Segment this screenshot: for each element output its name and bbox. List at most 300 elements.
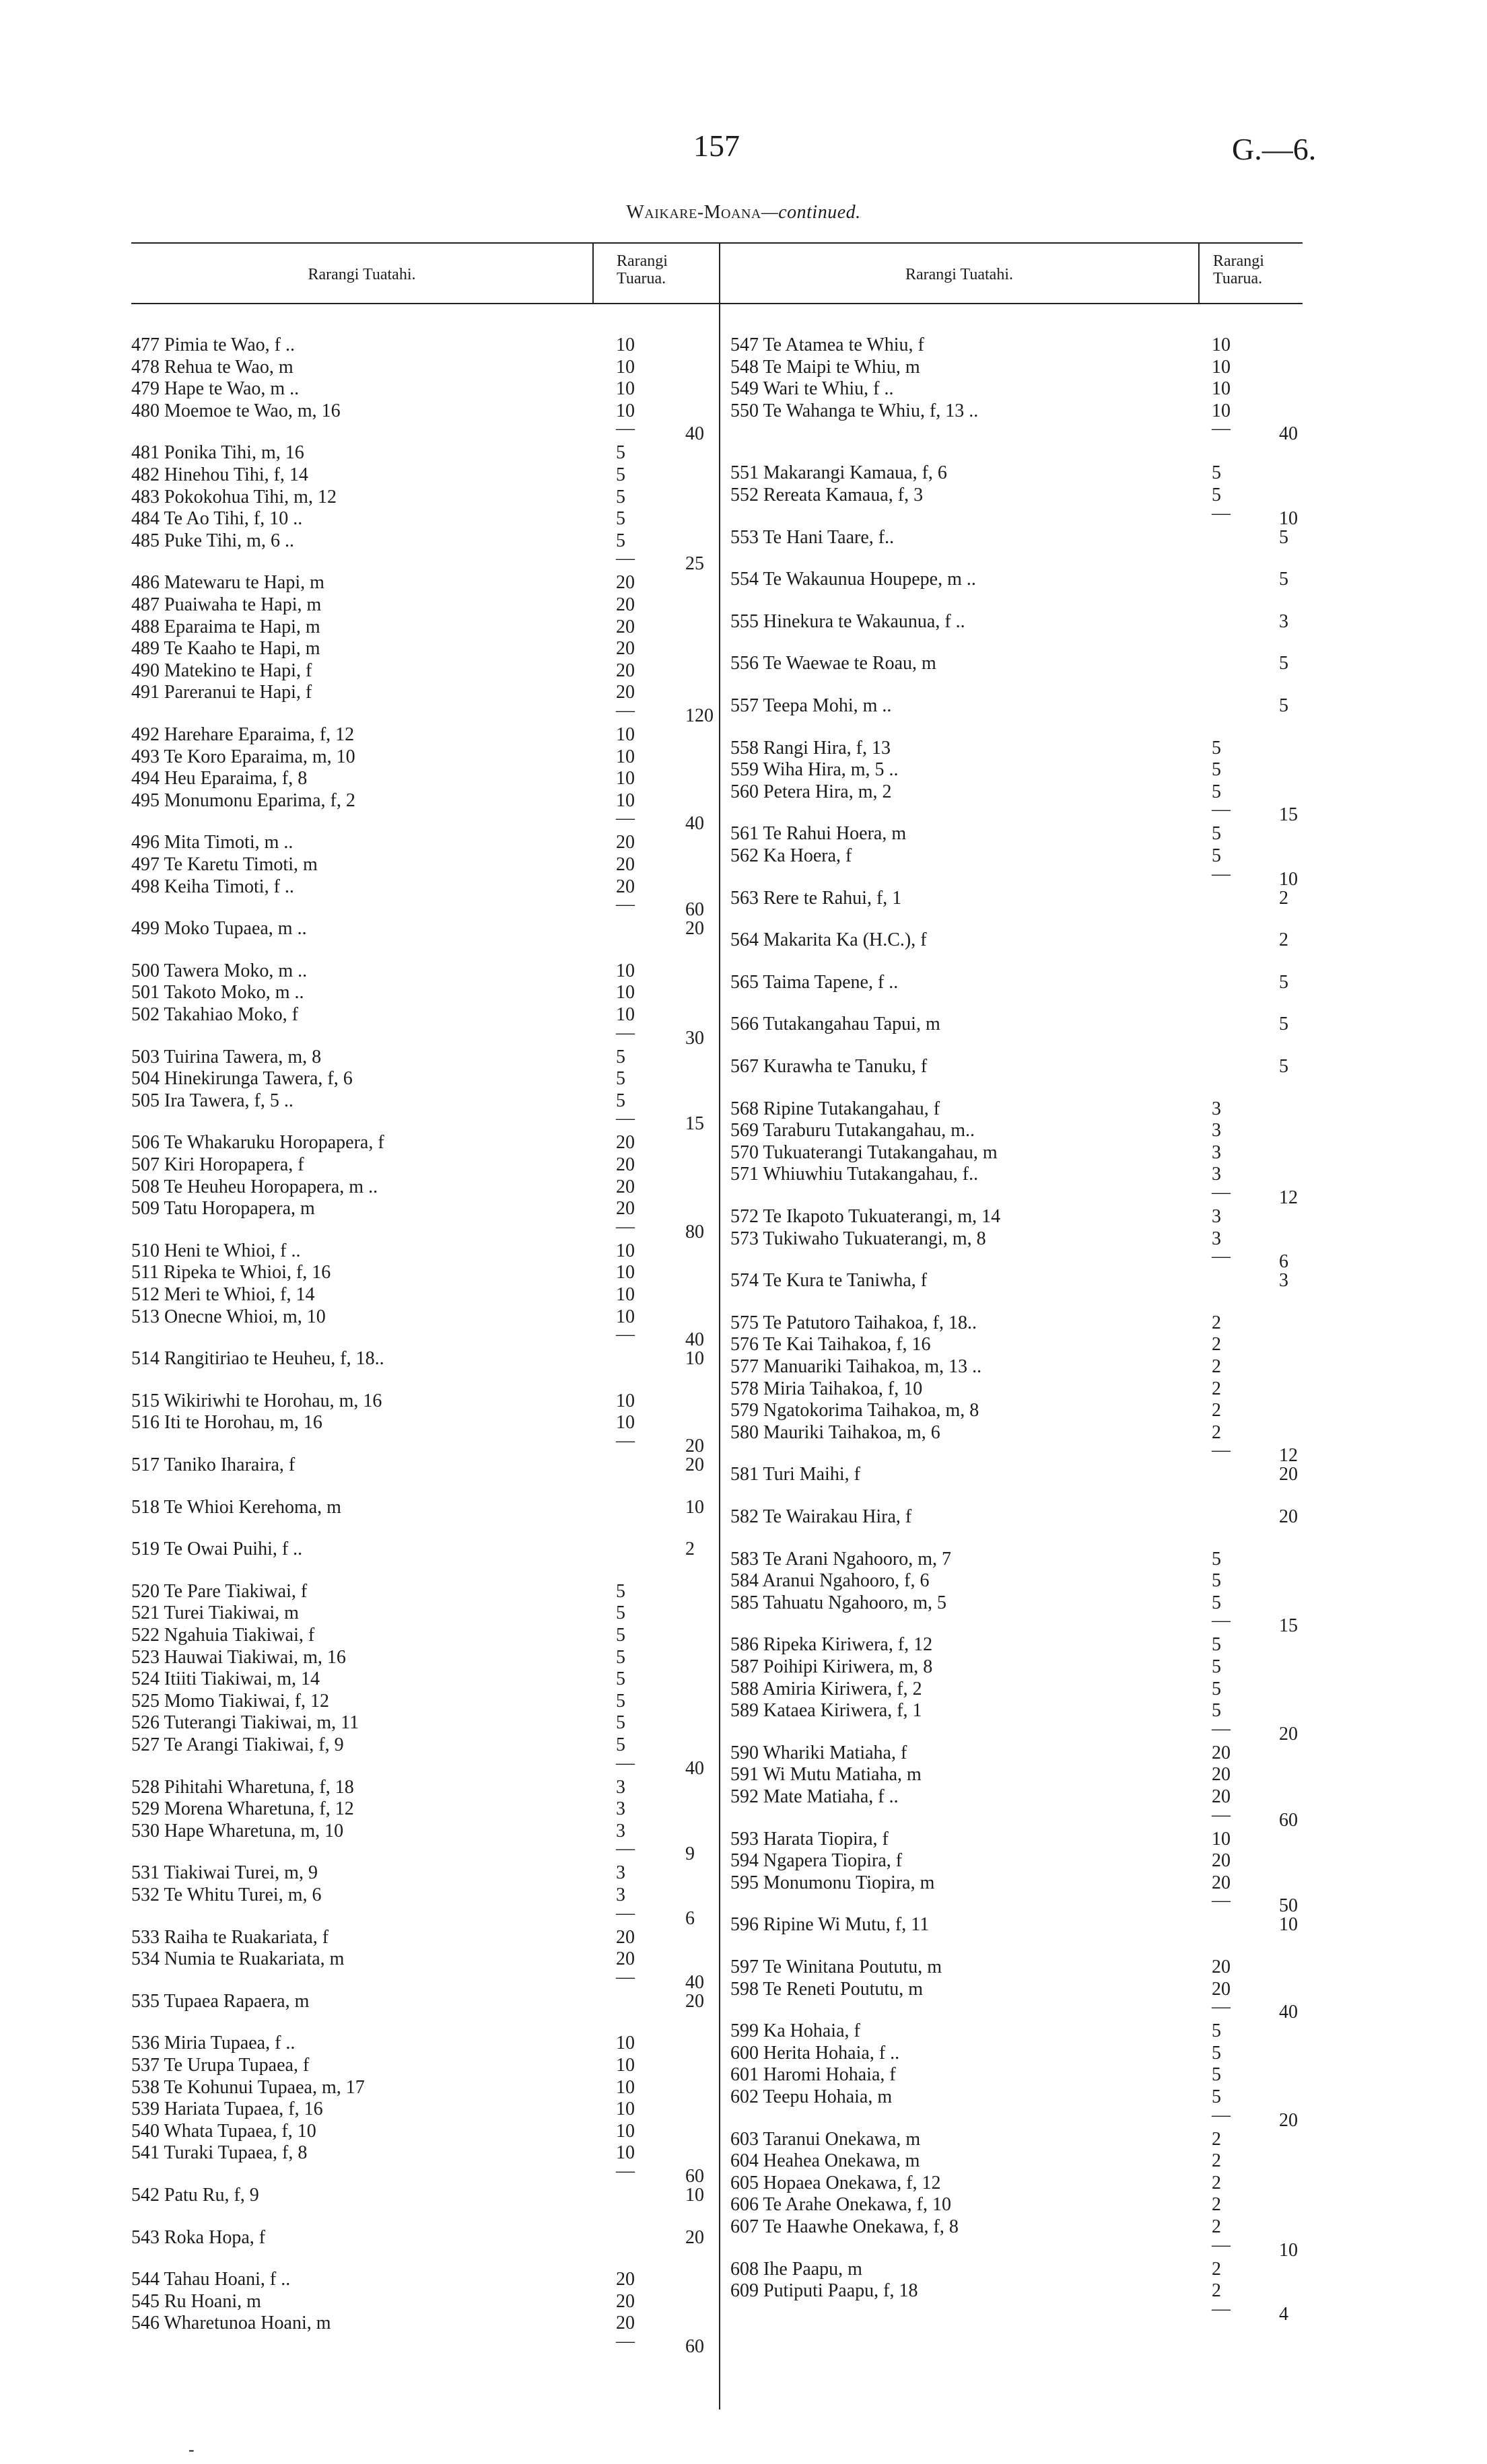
share-value: 20 bbox=[1212, 1742, 1231, 1763]
subtotal-value: 120 bbox=[685, 705, 714, 726]
subtotal-value: 40 bbox=[685, 423, 704, 445]
total-value: 3 bbox=[1279, 610, 1288, 632]
subtotal-dash: — bbox=[616, 808, 635, 829]
total-value: 5 bbox=[1279, 569, 1288, 590]
share-value: 5 bbox=[1212, 2042, 1221, 2064]
person-entry: 534 Numia te Ruakariata, m bbox=[131, 1948, 345, 1970]
table-top-rule bbox=[131, 242, 1303, 244]
person-entry: 487 Puaiwaha te Hapi, m bbox=[131, 594, 322, 615]
subtotal-value: 40 bbox=[685, 1329, 704, 1351]
total-value: 5 bbox=[1279, 971, 1288, 993]
person-entry: 492 Harehare Eparaima, f, 12 bbox=[131, 724, 355, 745]
subtotal-value: 50 bbox=[1279, 1895, 1298, 1917]
subtotal-dash: — bbox=[1212, 1996, 1231, 2018]
section-title-suffix: —continued. bbox=[761, 202, 861, 223]
list-item bbox=[131, 1068, 724, 1090]
list-item bbox=[131, 1497, 724, 1518]
share-value: 2 bbox=[1212, 1421, 1221, 1443]
list-item bbox=[131, 2142, 724, 2164]
list-item bbox=[131, 335, 724, 356]
person-entry: 532 Te Whitu Turei, m, 6 bbox=[131, 1885, 322, 1905]
page-number: 157 bbox=[693, 129, 740, 163]
share-value: 3 bbox=[1212, 1228, 1221, 1249]
subtotal-value: 20 bbox=[685, 1436, 704, 1456]
subtotal-dash: — bbox=[616, 1752, 635, 1773]
list-item bbox=[131, 2077, 724, 2099]
share-value: 2 bbox=[1212, 1400, 1221, 1421]
share-value: 3 bbox=[1212, 1206, 1221, 1227]
share-value: 2 bbox=[1212, 1334, 1221, 1356]
subtotal-value: 40 bbox=[685, 1971, 704, 1993]
share-value: 10 bbox=[616, 356, 635, 378]
subtotal-value: 25 bbox=[685, 553, 704, 575]
person-entry: 482 Hinehou Tihi, f, 14 bbox=[131, 464, 308, 485]
subtotal-value: 40 bbox=[685, 813, 704, 835]
subtotal-value: 4 bbox=[1279, 2303, 1288, 2325]
total-value: 20 bbox=[1279, 1506, 1298, 1527]
list-item bbox=[131, 1090, 724, 1112]
share-value: 5 bbox=[616, 1068, 625, 1090]
person-entry: 542 Patu Ru, f, 9 bbox=[131, 2185, 259, 2206]
person-entry: 600 Herita Hohaia, f .. bbox=[730, 2042, 900, 2064]
subtotal-dash: — bbox=[616, 1216, 635, 1237]
list-item bbox=[730, 2043, 1309, 2064]
section-title bbox=[0, 202, 1487, 223]
list-item bbox=[131, 1284, 724, 1306]
person-entry: 580 Mauriki Taihakoa, m, 6 bbox=[730, 1421, 940, 1443]
left-value-header: Rarangi Tuarua. bbox=[617, 252, 668, 287]
list-item bbox=[730, 1334, 1309, 1356]
person-entry: 598 Te Reneti Poututu, m bbox=[730, 1978, 924, 2000]
person-entry: 574 Te Kura te Taniwha, f bbox=[730, 1270, 928, 1292]
person-entry: 579 Ngatokorima Taihakoa, m, 8 bbox=[730, 1400, 979, 1421]
share-value: 20 bbox=[616, 660, 635, 681]
share-value: 5 bbox=[1212, 1592, 1221, 1613]
subtotal-dash: — bbox=[616, 894, 635, 915]
share-value: 20 bbox=[616, 1176, 635, 1197]
share-value: 5 bbox=[616, 464, 625, 485]
share-value: 2 bbox=[1212, 2194, 1221, 2216]
list-item bbox=[131, 2121, 724, 2142]
person-entry: 547 Te Atamea te Whiu, f bbox=[730, 335, 924, 355]
share-value: 5 bbox=[1212, 2064, 1221, 2086]
person-entry: 568 Ripine Tutakangahau, f bbox=[730, 1098, 940, 1119]
person-entry: 521 Turei Tiakiwai, m bbox=[131, 1603, 299, 1624]
share-value: 2 bbox=[1212, 2128, 1221, 2150]
share-value: 20 bbox=[616, 832, 635, 853]
person-entry: 575 Te Patutoro Taihakoa, f, 18.. bbox=[730, 1312, 977, 1333]
share-value: 10 bbox=[616, 1284, 635, 1305]
share-value: 20 bbox=[1212, 1978, 1231, 2000]
person-entry: 604 Heahea Onekawa, m bbox=[730, 2150, 920, 2172]
share-value: 5 bbox=[616, 1734, 625, 1755]
person-entry: 507 Kiri Horopapera, f bbox=[131, 1154, 304, 1175]
total-value: 10 bbox=[1279, 1914, 1298, 1936]
list-item bbox=[730, 888, 1309, 909]
share-value: 10 bbox=[616, 1412, 635, 1434]
share-value: 20 bbox=[616, 2313, 635, 2334]
list-item bbox=[730, 2064, 1309, 2086]
total-value: 5 bbox=[1279, 526, 1288, 548]
person-entry: 519 Te Owai Puihi, f .. bbox=[131, 1539, 303, 1560]
subtotal-value: 15 bbox=[685, 1113, 704, 1135]
person-entry: 587 Poihipi Kiriwera, m, 8 bbox=[730, 1656, 933, 1677]
person-entry: 529 Morena Wharetuna, f, 12 bbox=[131, 1798, 354, 1820]
list-item bbox=[730, 1120, 1309, 1141]
person-entry: 550 Te Wahanga te Whiu, f, 13 .. bbox=[730, 400, 979, 421]
list-item bbox=[730, 2194, 1309, 2216]
share-value: 5 bbox=[1212, 2020, 1221, 2042]
person-entry: 527 Te Arangi Tiakiwai, f, 9 bbox=[131, 1734, 344, 1755]
person-entry: 502 Takahiao Moko, f bbox=[131, 1004, 298, 1025]
list-item bbox=[730, 1914, 1309, 1936]
list-item bbox=[131, 768, 724, 789]
share-value: 3 bbox=[1212, 1120, 1221, 1141]
person-entry: 567 Kurawha te Tanuku, f bbox=[730, 1056, 928, 1077]
share-value: 10 bbox=[1212, 356, 1231, 378]
share-value: 10 bbox=[616, 789, 635, 811]
person-entry: 560 Petera Hira, m, 2 bbox=[730, 781, 892, 802]
list-item bbox=[730, 378, 1309, 400]
total-value: 2 bbox=[1279, 929, 1288, 951]
person-entry: 531 Tiakiwai Turei, m, 9 bbox=[131, 1862, 318, 1884]
share-value: 10 bbox=[616, 400, 635, 421]
list-item bbox=[730, 1014, 1309, 1035]
list-item bbox=[131, 918, 724, 940]
share-value: 10 bbox=[616, 768, 635, 789]
list-item bbox=[131, 487, 724, 508]
right-name-header: Rarangi Tuatahi. bbox=[905, 266, 1013, 283]
share-value: 2 bbox=[1212, 1378, 1221, 1399]
list-item bbox=[131, 2055, 724, 2076]
list-item bbox=[730, 653, 1309, 674]
list-item bbox=[730, 1378, 1309, 1400]
person-entry: 539 Hariata Tupaea, f, 16 bbox=[131, 2099, 323, 2120]
list-item bbox=[131, 2291, 724, 2313]
person-entry: 594 Ngapera Tiopira, f bbox=[730, 1850, 903, 1872]
share-value: 20 bbox=[616, 876, 635, 897]
list-item bbox=[131, 2227, 724, 2249]
share-value: 20 bbox=[616, 1198, 635, 1220]
total-value: 10 bbox=[685, 1496, 704, 1518]
total-value: 20 bbox=[685, 1990, 704, 2012]
share-value: 10 bbox=[1212, 1828, 1231, 1850]
share-value: 2 bbox=[1212, 2258, 1221, 2280]
list-item bbox=[131, 1004, 724, 1026]
subtotal-value: 15 bbox=[1279, 804, 1298, 826]
person-entry: 572 Te Ikapoto Tukuaterangi, m, 14 bbox=[730, 1206, 1001, 1227]
subtotal-dash: — bbox=[616, 1430, 635, 1451]
share-value: 2 bbox=[1212, 2216, 1221, 2237]
share-value: 10 bbox=[616, 2033, 635, 2054]
share-value: 5 bbox=[616, 1580, 625, 1602]
subtotal-dash: — bbox=[1212, 1246, 1231, 1267]
list-item bbox=[730, 738, 1309, 759]
list-item bbox=[131, 1647, 724, 1668]
person-entry: 511 Ripeka te Whioi, f, 16 bbox=[131, 1262, 331, 1283]
share-value: 5 bbox=[1212, 759, 1221, 781]
subtotal-value: 20 bbox=[1279, 2109, 1298, 2131]
share-value: 20 bbox=[616, 1132, 635, 1154]
list-item bbox=[131, 1581, 724, 1603]
person-entry: 562 Ka Hoera, f bbox=[730, 845, 852, 866]
share-value: 10 bbox=[616, 2120, 635, 2142]
share-value: 3 bbox=[1212, 1098, 1221, 1119]
person-entry: 512 Meri te Whioi, f, 14 bbox=[131, 1284, 315, 1305]
subtotal-dash: — bbox=[616, 418, 635, 439]
total-value: 10 bbox=[685, 1348, 704, 1370]
list-item bbox=[131, 530, 724, 552]
list-item bbox=[730, 1656, 1309, 1678]
share-value: 10 bbox=[616, 1390, 635, 1411]
list-item bbox=[131, 1991, 724, 2012]
share-value: 5 bbox=[616, 1603, 625, 1624]
person-entry: 595 Monumonu Tiopira, m bbox=[730, 1872, 935, 1893]
subtotal-dash: — bbox=[1212, 1718, 1231, 1739]
list-item bbox=[131, 1691, 724, 1712]
person-entry: 606 Te Arahe Onekawa, f, 10 bbox=[730, 2194, 951, 2216]
subtotal-dash: — bbox=[1212, 1182, 1231, 1203]
share-value: 5 bbox=[1212, 737, 1221, 759]
share-value: 3 bbox=[1212, 1141, 1221, 1163]
list-item bbox=[131, 960, 724, 982]
list-item bbox=[730, 1679, 1309, 1700]
person-entry: 497 Te Karetu Timoti, m bbox=[131, 854, 318, 875]
share-value: 20 bbox=[1212, 1850, 1231, 1872]
list-item bbox=[131, 660, 724, 682]
person-entry: 601 Haromi Hohaia, f bbox=[730, 2064, 896, 2086]
person-entry: 523 Hauwai Tiakiwai, m, 16 bbox=[131, 1646, 346, 1668]
list-item bbox=[131, 1798, 724, 1820]
list-item bbox=[131, 854, 724, 876]
total-value: 20 bbox=[685, 1454, 704, 1475]
person-entry: 540 Whata Tupaea, f, 10 bbox=[131, 2120, 316, 2142]
person-entry: 573 Tukiwaho Tukuaterangi, m, 8 bbox=[730, 1228, 986, 1249]
list-item bbox=[131, 1862, 724, 1884]
list-item bbox=[131, 1948, 724, 1970]
list-item bbox=[730, 1957, 1309, 1978]
person-entry: 578 Miria Taihakoa, f, 10 bbox=[730, 1378, 923, 1399]
list-item bbox=[730, 972, 1309, 993]
person-entry: 582 Te Wairakau Hira, f bbox=[730, 1506, 912, 1527]
person-entry: 596 Ripine Wi Mutu, f, 11 bbox=[730, 1914, 930, 1936]
subtotal-value: 12 bbox=[1279, 1445, 1298, 1467]
person-entry: 583 Te Arani Ngahooro, m, 7 bbox=[730, 1548, 952, 1570]
total-value: 5 bbox=[1279, 1014, 1288, 1035]
subtotal-value: 10 bbox=[1279, 507, 1298, 529]
share-value: 20 bbox=[616, 682, 635, 703]
person-entry: 599 Ka Hohaia, f bbox=[730, 2020, 860, 2042]
person-entry: 585 Tahuatu Ngahooro, m, 5 bbox=[730, 1592, 947, 1613]
share-value: 3 bbox=[616, 1862, 625, 1884]
section-title-text: Waikare-Moana bbox=[626, 202, 761, 223]
list-item bbox=[730, 1764, 1309, 1786]
list-item bbox=[730, 2020, 1309, 2042]
left-name-header: Rarangi Tuatahi. bbox=[308, 266, 416, 283]
person-entry: 499 Moko Tupaea, m .. bbox=[131, 918, 307, 940]
share-value: 20 bbox=[1212, 1786, 1231, 1807]
subtotal-dash: — bbox=[616, 1022, 635, 1043]
list-item bbox=[131, 1154, 724, 1176]
person-entry: 518 Te Whioi Kerehoma, m bbox=[131, 1496, 341, 1518]
person-entry: 558 Rangi Hira, f, 13 bbox=[730, 737, 891, 759]
person-entry: 495 Monumonu Eparima, f, 2 bbox=[131, 789, 355, 811]
share-value: 3 bbox=[616, 1798, 625, 1820]
list-item bbox=[131, 2185, 724, 2206]
share-value: 5 bbox=[1212, 823, 1221, 845]
subtotal-value: 40 bbox=[685, 1757, 704, 1779]
person-entry: 546 Wharetunoa Hoani, m bbox=[131, 2313, 331, 2334]
share-value: 5 bbox=[616, 1690, 625, 1712]
list-item bbox=[730, 2259, 1309, 2280]
subtotal-value: 60 bbox=[685, 2336, 704, 2357]
share-value: 5 bbox=[1212, 1656, 1221, 1677]
subtotal-dash: — bbox=[616, 1902, 635, 1924]
list-item bbox=[730, 1743, 1309, 1764]
person-entry: 543 Roka Hopa, f bbox=[131, 2226, 266, 2248]
share-value: 10 bbox=[616, 335, 635, 355]
share-value: 2 bbox=[1212, 2150, 1221, 2172]
share-value: 5 bbox=[1212, 781, 1221, 802]
person-entry: 493 Te Koro Eparaima, m, 10 bbox=[131, 746, 355, 767]
list-item bbox=[730, 823, 1309, 845]
total-value: 2 bbox=[1279, 887, 1288, 909]
person-entry: 581 Turi Maihi, f bbox=[730, 1464, 860, 1485]
subtotal-dash: — bbox=[616, 1324, 635, 1345]
list-item bbox=[730, 1356, 1309, 1378]
person-entry: 525 Momo Tiakiwai, f, 12 bbox=[131, 1690, 330, 1712]
list-item bbox=[131, 832, 724, 853]
person-entry: 552 Rereata Kamaua, f, 3 bbox=[730, 485, 924, 505]
share-value: 10 bbox=[616, 724, 635, 745]
share-value: 20 bbox=[616, 572, 635, 594]
subtotal-dash: — bbox=[1212, 2104, 1231, 2125]
person-entry: 556 Te Waewae te Roau, m bbox=[730, 653, 936, 674]
subtotal-value: 15 bbox=[1279, 1615, 1298, 1637]
share-value: 3 bbox=[616, 1776, 625, 1798]
stray-mark: - bbox=[188, 2440, 195, 2459]
share-value: 5 bbox=[616, 442, 625, 464]
list-item bbox=[131, 1821, 724, 1842]
list-item bbox=[131, 1262, 724, 1283]
list-item bbox=[730, 1056, 1309, 1078]
list-item bbox=[730, 2129, 1309, 2150]
list-item bbox=[730, 1506, 1309, 1528]
list-item bbox=[730, 1098, 1309, 1120]
person-entry: 480 Moemoe te Wao, m, 16 bbox=[131, 400, 341, 421]
subtotal-dash: — bbox=[1212, 1610, 1231, 1631]
share-value: 10 bbox=[616, 378, 635, 400]
subtotal-value: 60 bbox=[685, 899, 704, 921]
list-item bbox=[131, 357, 724, 378]
share-value: 5 bbox=[1212, 1634, 1221, 1656]
person-entry: 483 Pokokohua Tihi, m, 12 bbox=[131, 486, 337, 507]
list-item bbox=[131, 2269, 724, 2290]
person-entry: 481 Ponika Tihi, m, 16 bbox=[131, 442, 304, 464]
list-item bbox=[730, 929, 1309, 951]
share-value: 3 bbox=[616, 1885, 625, 1905]
list-item bbox=[730, 462, 1309, 484]
share-value: 20 bbox=[1212, 1764, 1231, 1786]
subtotal-value: 60 bbox=[685, 2166, 704, 2187]
list-item bbox=[131, 1712, 724, 1734]
share-value: 5 bbox=[1212, 1678, 1221, 1699]
list-item bbox=[131, 982, 724, 1004]
share-value: 5 bbox=[1212, 1700, 1221, 1722]
share-value: 10 bbox=[616, 2142, 635, 2164]
share-value: 10 bbox=[616, 2099, 635, 2120]
person-entry: 505 Ira Tawera, f, 5 .. bbox=[131, 1090, 293, 1111]
subtotal-dash: — bbox=[1212, 1440, 1231, 1461]
person-entry: 536 Miria Tupaea, f .. bbox=[131, 2033, 296, 2054]
person-entry: 485 Puke Tihi, m, 6 .. bbox=[131, 530, 294, 551]
list-item bbox=[131, 442, 724, 464]
list-item bbox=[730, 1142, 1309, 1164]
person-entry: 591 Wi Mutu Matiaha, m bbox=[730, 1764, 922, 1786]
person-entry: 509 Tatu Horopapera, m bbox=[131, 1198, 315, 1220]
person-entry: 477 Pimia te Wao, f .. bbox=[131, 335, 295, 355]
list-item bbox=[131, 1306, 724, 1328]
list-item bbox=[730, 1312, 1309, 1334]
list-item bbox=[131, 1603, 724, 1624]
list-item bbox=[131, 1176, 724, 1198]
person-entry: 597 Te Winitana Poututu, m bbox=[730, 1957, 942, 1977]
list-item bbox=[730, 357, 1309, 378]
person-entry: 533 Raiha te Ruakariata, f bbox=[131, 1926, 329, 1948]
subtotal-value: 10 bbox=[1279, 2239, 1298, 2261]
share-value: 2 bbox=[1212, 1312, 1221, 1333]
list-item bbox=[730, 1464, 1309, 1485]
person-entry: 609 Putiputi Paapu, f, 18 bbox=[730, 2280, 918, 2302]
share-value: 20 bbox=[616, 1926, 635, 1948]
person-entry: 528 Pihitahi Wharetuna, f, 18 bbox=[131, 1776, 354, 1798]
list-item bbox=[131, 682, 724, 703]
list-item bbox=[131, 2099, 724, 2120]
share-value: 20 bbox=[1212, 1872, 1231, 1893]
share-value: 10 bbox=[616, 2055, 635, 2076]
subtotal-dash: — bbox=[616, 1966, 635, 1987]
person-entry: 517 Taniko Iharaira, f bbox=[131, 1454, 296, 1475]
person-entry: 535 Tupaea Rapaera, m bbox=[131, 1990, 310, 2012]
person-entry: 491 Pareranui te Hapi, f bbox=[131, 682, 312, 703]
list-item bbox=[730, 1206, 1309, 1228]
share-value: 10 bbox=[1212, 400, 1231, 421]
person-entry: 576 Te Kai Taihakoa, f, 16 bbox=[730, 1334, 931, 1356]
total-value: 10 bbox=[685, 2185, 704, 2206]
share-value: 10 bbox=[616, 2076, 635, 2098]
share-value: 10 bbox=[616, 1004, 635, 1025]
subtotal-value: 20 bbox=[1279, 1723, 1298, 1745]
subtotal-value: 9 bbox=[685, 1843, 695, 1865]
share-value: 10 bbox=[1212, 335, 1231, 355]
subtotal-value: 80 bbox=[685, 1221, 704, 1242]
person-entry: 522 Ngahuia Tiakiwai, f bbox=[131, 1625, 315, 1646]
list-item bbox=[131, 1412, 724, 1434]
right-value-header: Rarangi Tuarua. bbox=[1213, 252, 1264, 287]
person-entry: 501 Takoto Moko, m .. bbox=[131, 982, 304, 1004]
person-entry: 526 Tuterangi Tiakiwai, m, 11 bbox=[131, 1712, 359, 1734]
list-item bbox=[730, 335, 1309, 356]
person-entry: 589 Kataea Kiriwera, f, 1 bbox=[730, 1700, 922, 1722]
list-item bbox=[131, 2033, 724, 2054]
person-entry: 515 Wikiriwhi te Horohau, m, 16 bbox=[131, 1390, 382, 1411]
total-value: 5 bbox=[1279, 653, 1288, 674]
subtotal-dash: — bbox=[616, 2331, 635, 2352]
list-item bbox=[131, 724, 724, 746]
person-entry: 557 Teepa Mohi, m .. bbox=[730, 695, 892, 716]
list-item bbox=[131, 594, 724, 616]
share-value: 5 bbox=[1212, 462, 1221, 484]
